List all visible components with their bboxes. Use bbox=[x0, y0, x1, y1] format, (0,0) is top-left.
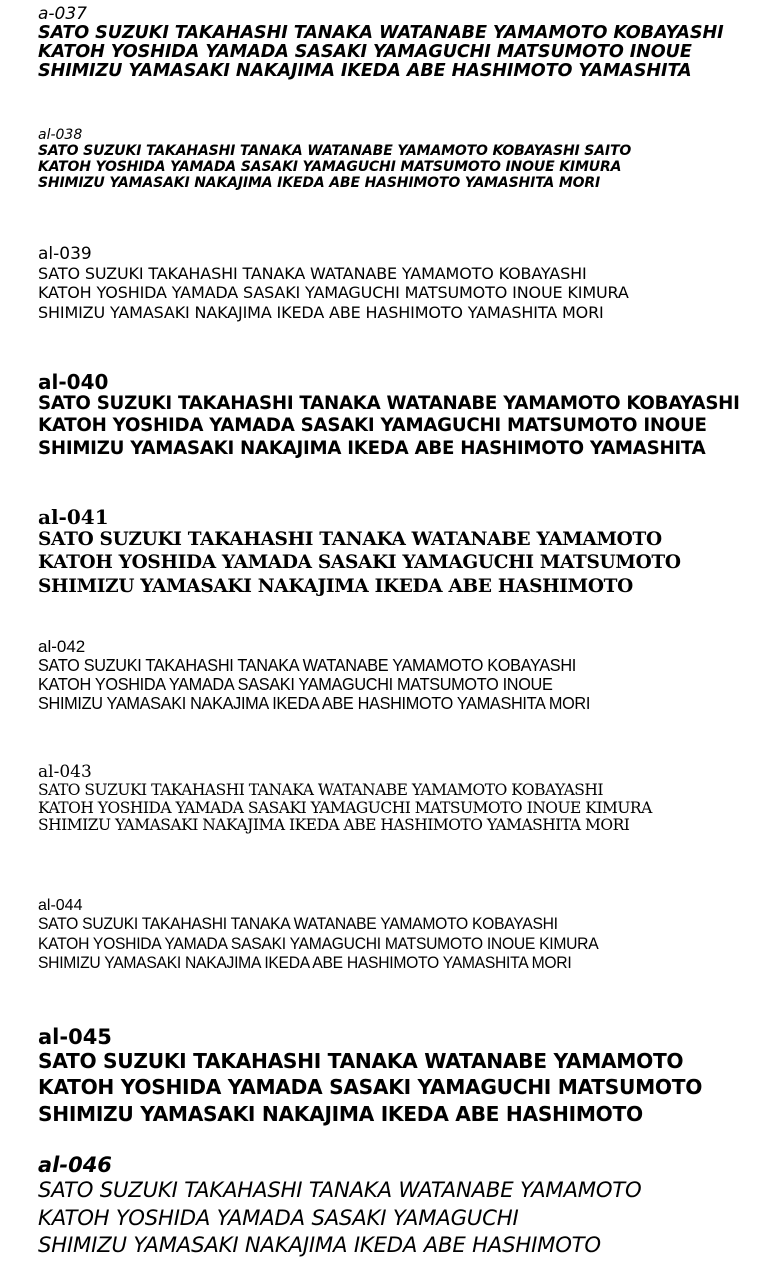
sample-id: al-045 bbox=[38, 1025, 112, 1049]
specimen-block bbox=[38, 898, 628, 974]
sample-id: al-044 bbox=[38, 897, 83, 914]
sample-line: SATO SUZUKI TAKAHASHI TANAKA WATANABE YAMAMOTO bbox=[38, 529, 662, 550]
sample-id: al-039 bbox=[38, 244, 92, 264]
sample-line: KATOH YOSHIDA YAMADA SASAKI YAMAGUCHI MATSUMOTO INOUE KIMURA bbox=[38, 283, 629, 303]
sample-line: SATO SUZUKI TAKAHASHI TANAKA WATANABE YAMAMOTO KOBAYASHI SAITO bbox=[38, 142, 632, 159]
sample-id: al-038 bbox=[38, 127, 83, 143]
specimen-block bbox=[38, 1154, 642, 1259]
specimen-block bbox=[38, 372, 740, 460]
sample-id: al-042 bbox=[38, 637, 86, 656]
sample-line: KATOH YOSHIDA YAMADA SASAKI YAMAGUCHI MATSUMOTO INOUE bbox=[38, 41, 692, 62]
sample-line: SATO SUZUKI TAKAHASHI TANAKA WATANABE YAMAMOTO bbox=[38, 1049, 684, 1074]
sample-line: SATO SUZUKI TAKAHASHI TANAKA WATANABE YAMAMOTO bbox=[38, 1177, 642, 1203]
sample-line: KATOH YOSHIDA YAMADA SASAKI YAMAGUCHI bbox=[38, 1204, 519, 1230]
sample-line: KATOH YOSHIDA YAMADA SASAKI YAMAGUCHI MATSUMOTO INOUE KIMURA bbox=[38, 798, 652, 817]
sample-line: SHIMIZU YAMASAKI NAKAJIMA IKEDA ABE HASHIMOTO bbox=[38, 575, 633, 597]
specimen-block bbox=[38, 507, 681, 598]
sample-line: KATOH YOSHIDA YAMADA SASAKI YAMAGUCHI MATSUMOTO bbox=[38, 552, 681, 574]
sample-line: SHIMIZU YAMASAKI NAKAJIMA IKEDA ABE HASHIMOTO YAMASHITA bbox=[38, 60, 692, 81]
sample-line: SHIMIZU YAMASAKI NAKAJIMA IKEDA ABE HASHIMOTO YAMASHITA MORI bbox=[38, 693, 591, 714]
sample-id: al-043 bbox=[38, 762, 92, 782]
specimen-block bbox=[38, 638, 632, 714]
sample-line: SATO SUZUKI TAKAHASHI TANAKA WATANABE YAMAMOTO KOBAYASHI bbox=[38, 780, 604, 799]
sample-id: a-037 bbox=[38, 4, 87, 24]
specimen-block bbox=[38, 246, 629, 322]
sample-line: SHIMIZU YAMASAKI NAKAJIMA IKEDA ABE HASHIMOTO YAMASHITA bbox=[38, 437, 706, 459]
sample-line: SATO SUZUKI TAKAHASHI TANAKA WATANABE YAMAMOTO KOBAYASHI bbox=[38, 22, 724, 43]
sample-line: KATOH YOSHIDA YAMADA SASAKI YAMAGUCHI MATSUMOTO INOUE bbox=[38, 415, 707, 437]
sample-line: SHIMIZU YAMASAKI NAKAJIMA IKEDA ABE HASHIMOTO YAMASHITA MORI bbox=[38, 816, 630, 835]
specimen-block bbox=[38, 128, 631, 191]
sample-line: SATO SUZUKI TAKAHASHI TANAKA WATANABE YAMAMOTO KOBAYASHI bbox=[38, 263, 587, 283]
sample-line: SHIMIZU YAMASAKI NAKAJIMA IKEDA ABE HASHIMOTO YAMASHITA MORI bbox=[38, 954, 572, 973]
sample-id: al-040 bbox=[38, 370, 109, 394]
sample-id: al-046 bbox=[38, 1153, 112, 1177]
sample-line: KATOH YOSHIDA YAMADA SASAKI YAMAGUCHI MATSUMOTO bbox=[38, 1075, 703, 1100]
specimen-block bbox=[38, 764, 652, 835]
sample-line: SATO SUZUKI TAKAHASHI TANAKA WATANABE YAMAMOTO KOBAYASHI bbox=[38, 914, 558, 933]
sample-line: SHIMIZU YAMASAKI NAKAJIMA IKEDA ABE HASHIMOTO YAMASHITA MORI bbox=[38, 174, 601, 191]
sample-id: al-041 bbox=[38, 505, 109, 529]
sample-line: KATOH YOSHIDA YAMADA SASAKI YAMAGUCHI MATSUMOTO INOUE KIMURA bbox=[38, 934, 599, 953]
sample-line: SHIMIZU YAMASAKI NAKAJIMA IKEDA ABE HASHIMOTO bbox=[38, 1232, 601, 1258]
specimen-block bbox=[38, 6, 724, 81]
sample-line: SATO SUZUKI TAKAHASHI TANAKA WATANABE YAMAMOTO KOBAYASHI bbox=[38, 393, 740, 414]
sample-line: SATO SUZUKI TAKAHASHI TANAKA WATANABE YAMAMOTO KOBAYASHI bbox=[38, 654, 576, 675]
sample-line: KATOH YOSHIDA YAMADA SASAKI YAMAGUCHI MATSUMOTO INOUE KIMURA bbox=[38, 158, 622, 175]
sample-line: SHIMIZU YAMASAKI NAKAJIMA IKEDA ABE HASHIMOTO bbox=[38, 1101, 643, 1126]
sample-line: SHIMIZU YAMASAKI NAKAJIMA IKEDA ABE HASHIMOTO YAMASHITA MORI bbox=[38, 302, 604, 322]
specimen-block bbox=[38, 1026, 702, 1127]
sample-line: KATOH YOSHIDA YAMADA SASAKI YAMAGUCHI MATSUMOTO INOUE bbox=[38, 674, 553, 695]
